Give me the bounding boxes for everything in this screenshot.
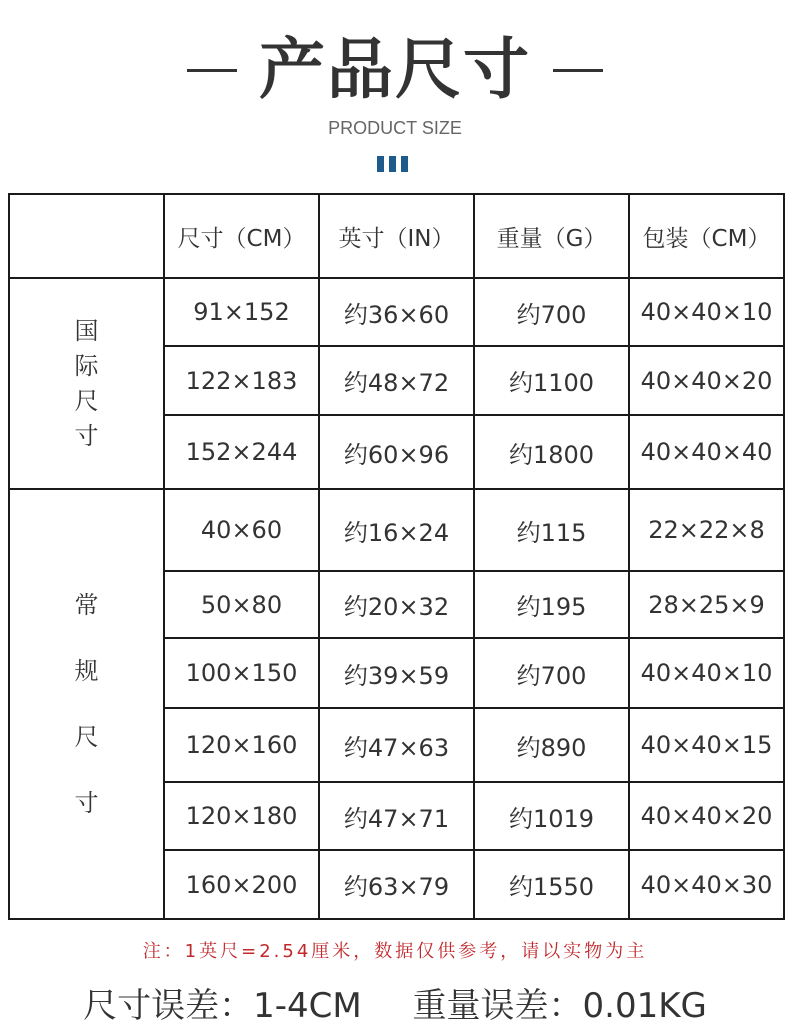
table-cell: 40×60 xyxy=(164,489,319,571)
group-label-regular: 常 规 尺 寸 xyxy=(9,489,164,919)
title-dash-left xyxy=(187,69,237,72)
table-cell: 160×200 xyxy=(164,850,319,919)
table-cell: 约39×59 xyxy=(319,638,474,708)
table-cell: 约48×72 xyxy=(319,346,474,415)
table-cell: 约20×32 xyxy=(319,571,474,638)
decor-dots xyxy=(377,156,408,172)
page-title: 产品尺寸 xyxy=(259,31,531,108)
table-row xyxy=(9,489,784,571)
table-cell: 40×40×10 xyxy=(629,278,784,346)
table-cell: 40×40×20 xyxy=(629,782,784,850)
page-subtitle: PRODUCT SIZE xyxy=(328,118,462,138)
col-header-size-in: 英寸（IN） xyxy=(319,194,474,278)
table-cell: 约700 xyxy=(474,278,629,346)
corner-cell xyxy=(9,194,164,278)
table-cell: 约1100 xyxy=(474,346,629,415)
table-cell: 约47×63 xyxy=(319,708,474,782)
table-cell: 50×80 xyxy=(164,571,319,638)
table-cell: 40×40×20 xyxy=(629,346,784,415)
table-cell: 约36×60 xyxy=(319,278,474,346)
col-header-package: 包装（CM） xyxy=(629,194,784,278)
table-cell: 约890 xyxy=(474,708,629,782)
note-text: 注：1英尺=2.54厘米，数据仅供参考，请以实物为主 xyxy=(142,941,648,962)
table-cell: 122×183 xyxy=(164,346,319,415)
title-dash-right xyxy=(553,69,603,72)
table-cell: 约700 xyxy=(474,638,629,708)
size-table xyxy=(8,193,785,920)
table-cell: 22×22×8 xyxy=(629,489,784,571)
table-cell: 约47×71 xyxy=(319,782,474,850)
size-error-text: 尺寸误差：1-4CM xyxy=(83,986,362,1026)
table-cell: 100×150 xyxy=(164,638,319,708)
table-cell: 40×40×40 xyxy=(629,415,784,489)
table-cell: 约1019 xyxy=(474,782,629,850)
group-label-international: 国 际 尺 寸 xyxy=(9,278,164,489)
table-cell: 40×40×10 xyxy=(629,638,784,708)
table-cell: 40×40×30 xyxy=(629,850,784,919)
header-row xyxy=(9,194,784,278)
title-row xyxy=(0,30,790,110)
tolerance-line xyxy=(0,978,790,1027)
table-cell: 约115 xyxy=(474,489,629,571)
table-cell: 120×180 xyxy=(164,782,319,850)
table-cell: 120×160 xyxy=(164,708,319,782)
weight-error-text: 重量误差：0.01KG xyxy=(412,986,707,1026)
table-cell: 约1800 xyxy=(474,415,629,489)
table-cell: 约16×24 xyxy=(319,489,474,571)
table-cell: 约1550 xyxy=(474,850,629,919)
table-cell: 91×152 xyxy=(164,278,319,346)
table-cell: 152×244 xyxy=(164,415,319,489)
table-cell: 约63×79 xyxy=(319,850,474,919)
table-cell: 40×40×15 xyxy=(629,708,784,782)
table-cell: 28×25×9 xyxy=(629,571,784,638)
col-header-weight: 重量（G） xyxy=(474,194,629,278)
col-header-size-cm: 尺寸（CM） xyxy=(164,194,319,278)
table-cell: 约195 xyxy=(474,571,629,638)
table-row xyxy=(9,278,784,346)
table-cell: 约60×96 xyxy=(319,415,474,489)
